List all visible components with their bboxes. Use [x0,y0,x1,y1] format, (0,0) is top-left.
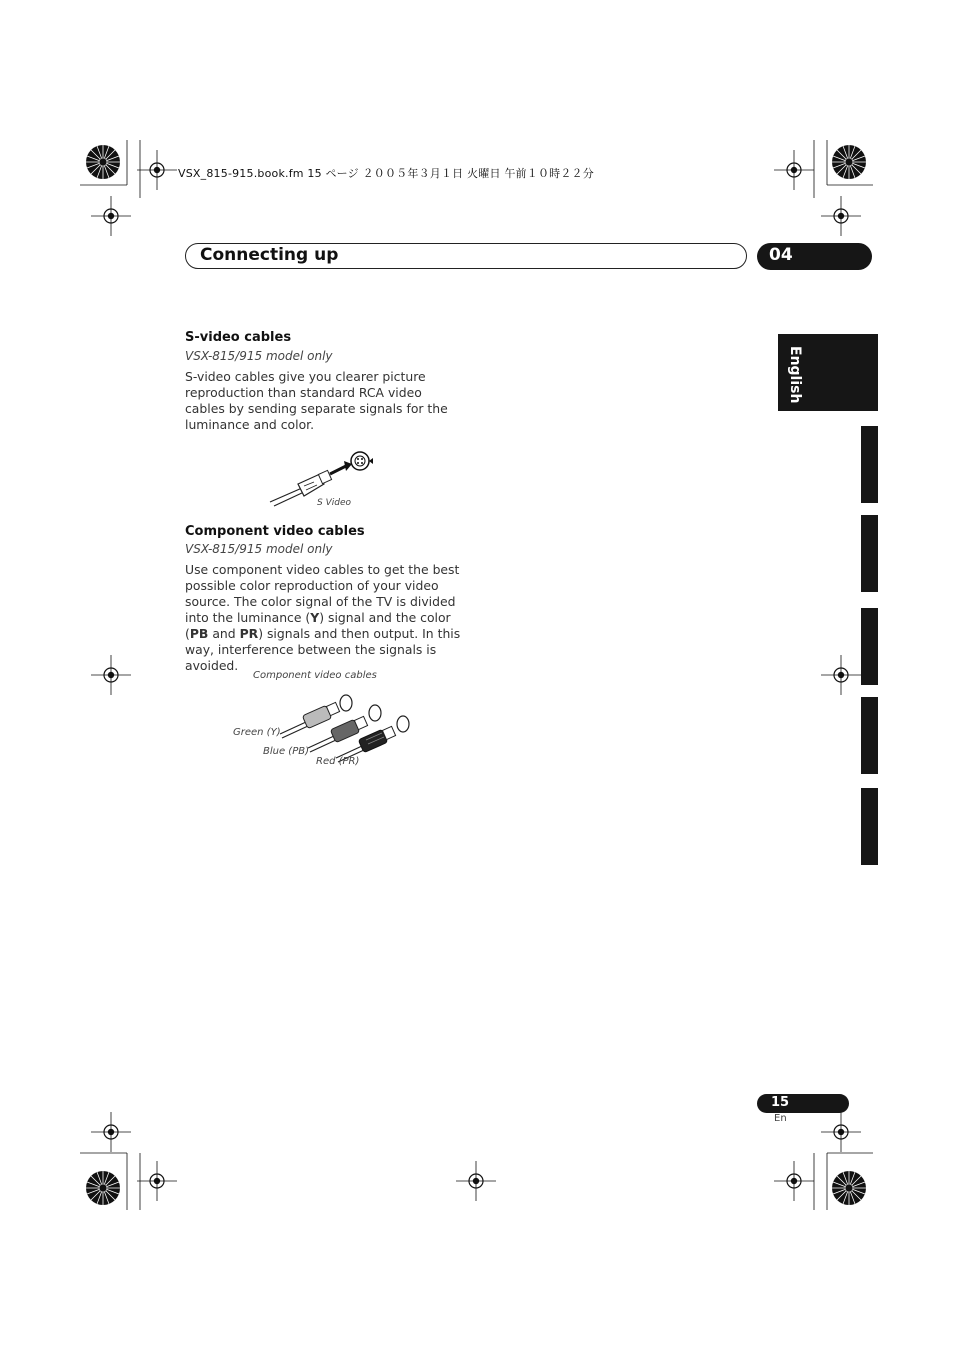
chapter-badge [757,243,872,270]
component-heading: Component video cables [185,524,365,539]
svideo-model-note: VSX-815/915 model only [185,349,333,363]
language-tab-label: English [787,346,803,404]
thumb-index-block [861,788,878,865]
svideo-body: S-video cables give you clearer picture reproduction than standard RCA video cables by sending separate signals for the luminance and color. [185,369,448,432]
component-body-part: ) signals and then output. In this way, interference between the signals is avoided. [185,626,461,673]
color-pr-label: PR [239,626,259,641]
component-model-note: VSX-815/915 model only [185,542,333,556]
component-body [185,562,465,674]
component-figure-title: Component video cables [253,670,377,681]
blue-cable-label: Blue (PB) [263,746,310,757]
green-cable-label: Green (Y) [233,727,281,738]
page-number: 15 [771,1095,790,1110]
section-title: Connecting up [200,245,339,265]
language-tab [778,334,878,411]
component-body-part: Use component video cables to get the best possible color reproduction of your video source. The color signal of the TV is divided into the luminance ( [185,562,460,625]
thumb-index-block [861,697,878,774]
red-cable-label: Red (PR) [316,756,360,767]
section-header-bar [185,243,747,269]
chapter-number: 04 [769,245,793,265]
component-body-part: and [208,626,240,641]
thumb-index-block [861,515,878,592]
page-language: En [774,1113,787,1124]
thumb-index-block [861,426,878,503]
file-header: VSX_815-915.book.fm 15 ページ ２００５年３月１日 火曜日 午前１０時２２分 [178,167,594,180]
thumb-index-block [861,608,878,685]
svideo-figure-caption: S Video [317,498,351,508]
color-pb-label: PB [189,626,209,641]
svideo-heading: S-video cables [185,330,292,345]
luminance-y-label: Y [310,610,320,625]
component-body-part: ) signal and the color ( [185,610,451,641]
page-number-badge [757,1094,849,1113]
